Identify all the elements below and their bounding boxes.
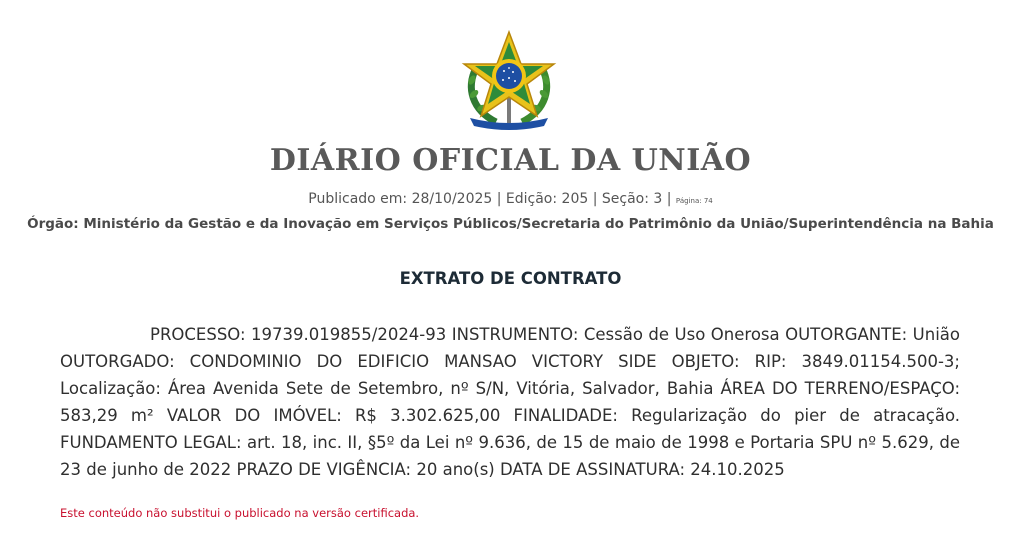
certification-disclaimer: Este conteúdo não substitui o publicado na versão certificada.	[60, 506, 420, 520]
orgao-line: Órgão: Ministério da Gestão e da Inovação em Serviços Públicos/Secretaria do Patrimônio da União/Superintendência na Bahia	[27, 216, 994, 232]
document-body: PROCESSO: 19739.019855/2024-93 INSTRUMENTO: Cessão de Uso Onerosa OUTORGANTE: União OUTORGADO: CONDOMINIO DO EDIFICIO MANSAO VICTORY SIDE OBJETO: RIP: 3849.01154.500-3; Localização: Área Avenida Sete de Setembro, nº S/N, Vitória, Salvador, Bahia ÁREA DO TERRENO/ESPAÇO: 583,29 m² VALOR DO IMÓVEL: R$ 3.302.625,00 FINALIDADE: Regularização do pier de atracação. FUNDAMENTO LEGAL: art. 18, inc. II, §5º da Lei nº 9.636, de 15 de maio de 1998 e Portaria SPU nº 5.629, de 23 de junho de 2022 PRAZO DE VIGÊNCIA: 20 ano(s) DATA DE ASSINATURA: 24.10.2025	[60, 325, 960, 479]
publication-line: Publicado em: 28/10/2025 | Edição: 205 | Seção: 3 |	[308, 191, 672, 207]
brazil-coat-of-arms-icon	[458, 28, 560, 130]
publication-info	[0, 191, 1021, 207]
page-number: Página: 74	[675, 197, 713, 205]
document-heading: EXTRATO DE CONTRATO	[399, 269, 622, 288]
page-title: DIÁRIO OFICIAL DA UNIÃO	[269, 143, 752, 178]
